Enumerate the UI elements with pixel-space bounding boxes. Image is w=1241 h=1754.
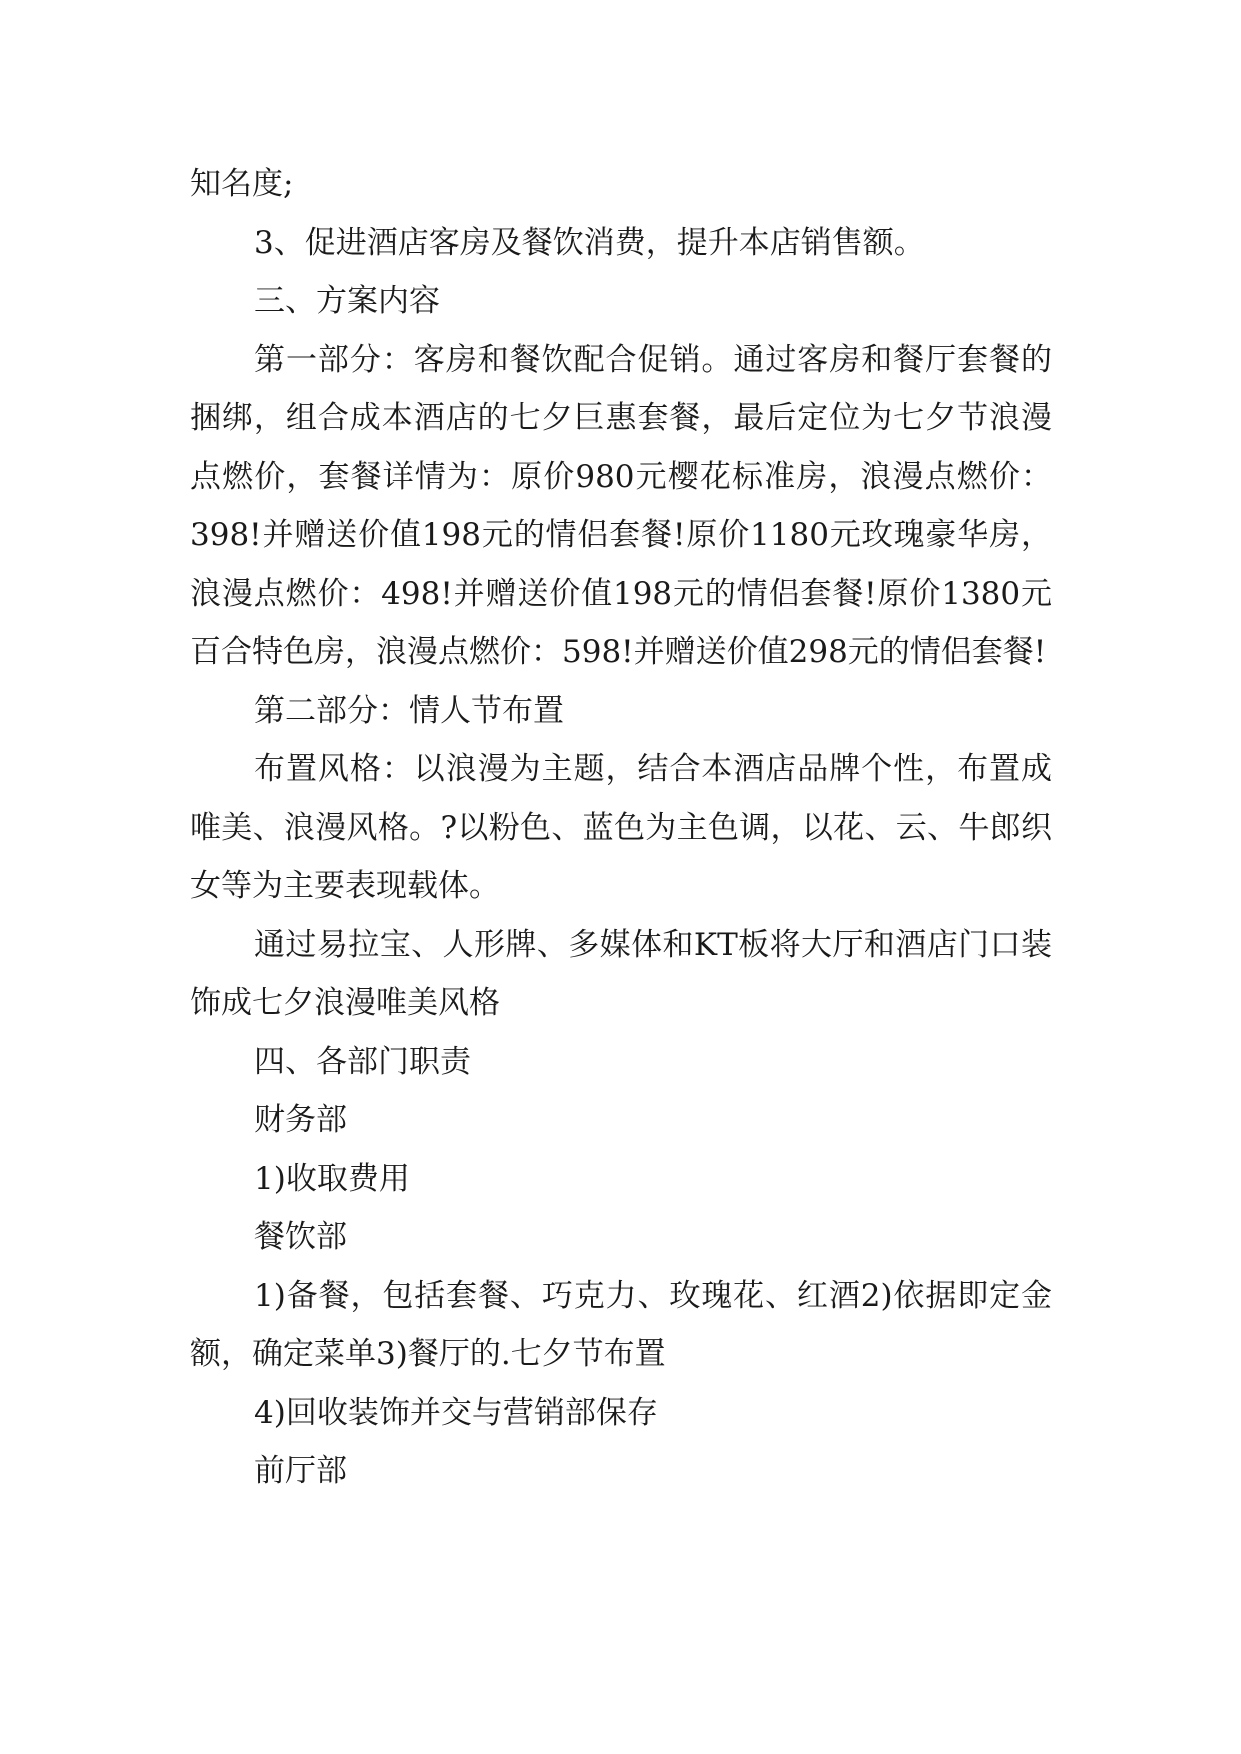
paragraph-goal-3: 3、促进酒店客房及餐饮消费，提升本店销售额。 [254,224,925,261]
section-heading-responsibilities: 四、各部门职责 [254,1043,471,1080]
finance-item-1: 1)收取费用 [254,1160,410,1197]
subheading-part-two: 第二部分：情人节布置 [254,692,564,729]
department-front-office: 前厅部 [254,1453,347,1489]
department-catering: 餐饮部 [254,1219,347,1255]
department-finance: 财务部 [254,1102,347,1138]
paragraph-continuation: 知名度; [190,166,294,202]
document-page [190,155,1052,1501]
section-heading-plan-content: 三、方案内容 [254,283,440,319]
paragraph-decoration-style: 布置风格：以浪漫为主题，结合本酒店品牌个性，布置成唯美、浪漫风格。?以粉色、蓝色为主色调，以花、云、牛郎织女等为主要表现载体。 [190,751,1052,904]
catering-item-4: 4)回收装饰并交与营销部保存 [254,1394,658,1431]
paragraph-decoration-method: 通过易拉宝、人形牌、多媒体和KT板将大厅和酒店门口装饰成七夕浪漫唯美风格 [190,926,1052,1021]
paragraph-part-one: 第一部分：客房和餐饮配合促销。通过客房和餐厅套餐的捆绑，组合成本酒店的七夕巨惠套餐，最后定位为七夕节浪漫点燃价，套餐详情为：原价980元樱花标准房，浪漫点燃价：398!并赠送价值198元的情侣套餐!原价1180元玫瑰豪华房，浪漫点燃价：498!并赠送价值198元的情侣套餐!原价1380元百合特色房，浪漫点燃价：598!并赠送价值298元的情侣套餐! [190,341,1052,670]
catering-items-1-3: 1)备餐，包括套餐、巧克力、玫瑰花、红酒2)依据即定金额，确定菜单3)餐厅的.七夕节布置 [190,1277,1052,1372]
